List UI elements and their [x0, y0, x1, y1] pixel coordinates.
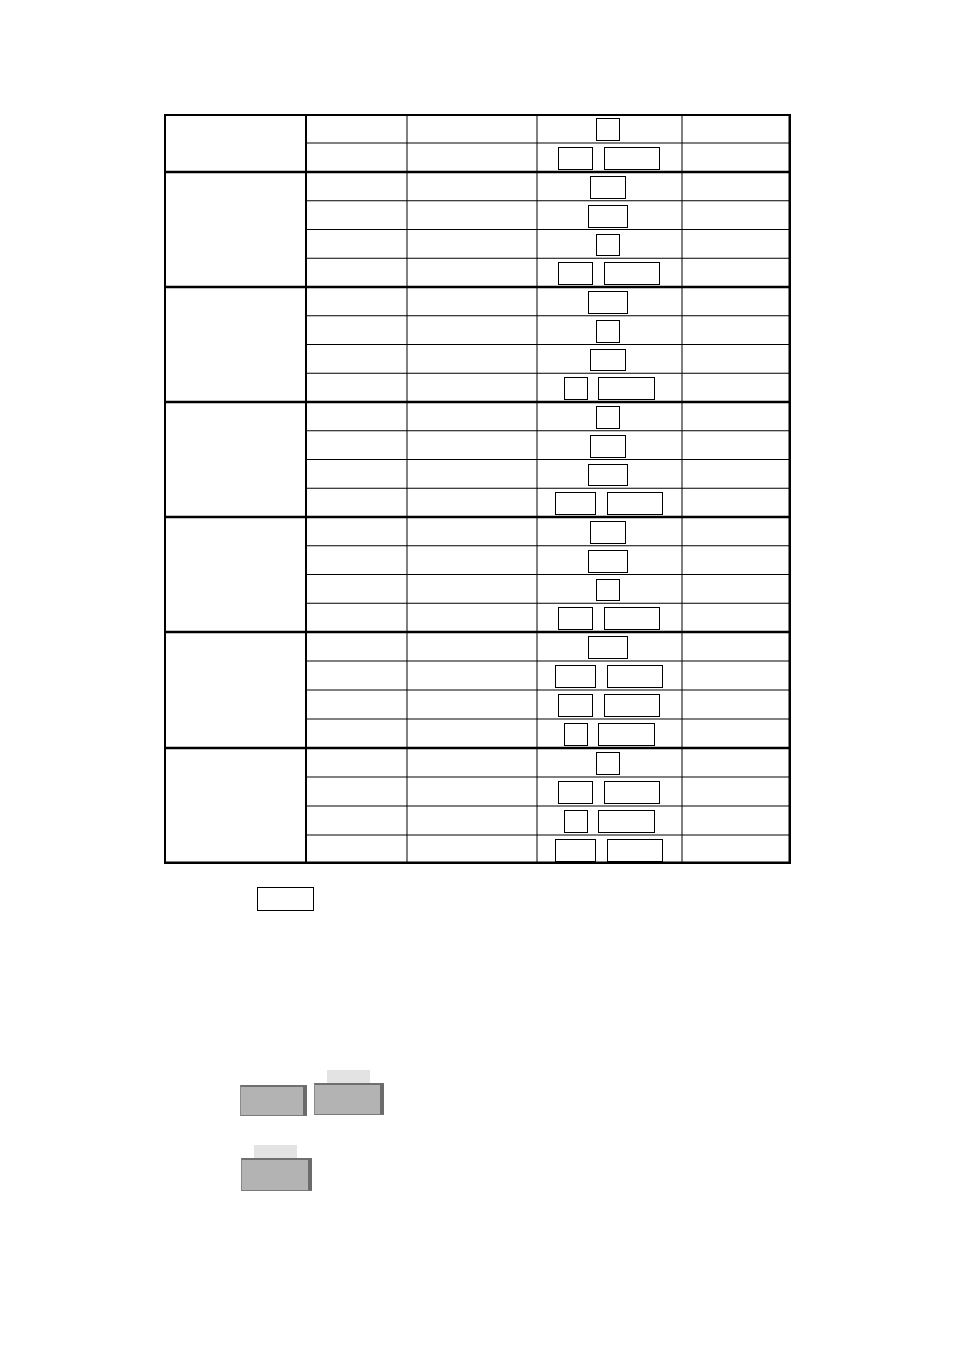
table-cell-col5 — [685, 373, 788, 401]
key-button-c[interactable] — [241, 1158, 312, 1191]
table-cell-col3 — [410, 835, 534, 863]
table-cell-col2 — [309, 373, 404, 401]
group-label — [168, 129, 302, 157]
key-box — [596, 579, 620, 602]
table-cell-col3 — [410, 402, 534, 430]
group-label — [168, 676, 302, 704]
table-cell-col2 — [309, 517, 404, 545]
key-box — [564, 723, 588, 746]
key-box — [555, 492, 596, 515]
key-box — [604, 781, 660, 804]
table-cell-col3 — [410, 287, 534, 315]
table-cell-col5 — [685, 316, 788, 344]
table-cell-col5 — [685, 661, 788, 689]
table-cell-col2 — [309, 690, 404, 718]
table-cell-col5 — [685, 460, 788, 488]
table-cell-col3 — [410, 488, 534, 516]
table-cell-col5 — [685, 488, 788, 516]
table-cell-col5 — [685, 748, 788, 776]
table-cell-col2 — [309, 575, 404, 603]
table-cell-col2 — [309, 143, 404, 171]
table-cell-col2 — [309, 835, 404, 863]
key-b-tab — [327, 1070, 370, 1083]
table-cell-col5 — [685, 431, 788, 459]
table-cell-col5 — [685, 201, 788, 229]
table-cell-col3 — [410, 230, 534, 258]
table-cell-col3 — [410, 575, 534, 603]
table-cell-col5 — [685, 114, 788, 142]
key-box — [558, 262, 593, 285]
table-cell-col5 — [685, 690, 788, 718]
key-box — [558, 781, 593, 804]
table-cell-col3 — [410, 460, 534, 488]
table-cell-col2 — [309, 777, 404, 805]
group-label — [168, 792, 302, 820]
key-box — [596, 752, 620, 775]
table-cell-col5 — [685, 402, 788, 430]
table-cell-col3 — [410, 632, 534, 660]
table-cell-col3 — [410, 777, 534, 805]
key-box — [607, 665, 663, 688]
key-box — [588, 550, 628, 573]
key-box — [607, 839, 663, 862]
table-cell-col5 — [685, 777, 788, 805]
table-cell-col3 — [410, 690, 534, 718]
table-cell-col3 — [410, 806, 534, 834]
key-function-table — [164, 114, 791, 864]
key-box — [596, 234, 620, 257]
key-box — [558, 607, 593, 630]
table-cell-col2 — [309, 460, 404, 488]
table-cell-col5 — [685, 287, 788, 315]
table-cell-col2 — [309, 748, 404, 776]
table-cell-col5 — [685, 172, 788, 200]
key-box — [596, 118, 620, 141]
key-box — [598, 377, 655, 400]
table-cell-col2 — [309, 258, 404, 286]
table-cell-col3 — [410, 517, 534, 545]
legend-key-box — [257, 887, 314, 911]
table-cell-col3 — [410, 172, 534, 200]
table-cell-col2 — [309, 603, 404, 631]
key-box — [596, 406, 620, 429]
key-box — [596, 320, 620, 343]
key-box — [604, 262, 660, 285]
table-cell-col3 — [410, 748, 534, 776]
table-cell-col3 — [410, 661, 534, 689]
key-box — [607, 492, 663, 515]
table-cell-col2 — [309, 287, 404, 315]
table-cell-col2 — [309, 114, 404, 142]
table-cell-col2 — [309, 806, 404, 834]
table-cell-col2 — [309, 632, 404, 660]
table-cell-col2 — [309, 201, 404, 229]
group-label — [168, 216, 302, 244]
key-button-a[interactable] — [240, 1085, 307, 1116]
table-cell-col5 — [685, 258, 788, 286]
key-box — [555, 839, 596, 862]
key-box — [588, 291, 628, 314]
key-box — [588, 636, 628, 659]
table-cell-col5 — [685, 719, 788, 747]
table-cell-col3 — [410, 719, 534, 747]
table-cell-col2 — [309, 546, 404, 574]
key-box — [590, 521, 626, 544]
table-cell-col2 — [309, 431, 404, 459]
table-cell-col2 — [309, 402, 404, 430]
table-cell-col5 — [685, 603, 788, 631]
table-cell-col5 — [685, 230, 788, 258]
key-box — [558, 694, 593, 717]
table-cell-col3 — [410, 431, 534, 459]
table-cell-col5 — [685, 632, 788, 660]
key-box — [564, 810, 588, 833]
table-cell-col2 — [309, 172, 404, 200]
table-cell-col2 — [309, 316, 404, 344]
table-cell-col3 — [410, 143, 534, 171]
table-cell-col2 — [309, 719, 404, 747]
table-cell-col2 — [309, 230, 404, 258]
key-box — [604, 607, 660, 630]
table-cell-col3 — [410, 373, 534, 401]
key-box — [558, 147, 593, 170]
key-box — [590, 435, 626, 458]
table-cell-col5 — [685, 517, 788, 545]
table-cell-col2 — [309, 345, 404, 373]
key-box — [564, 377, 588, 400]
key-box — [588, 464, 628, 487]
key-button-b[interactable] — [314, 1083, 384, 1115]
table-cell-col3 — [410, 258, 534, 286]
group-label — [168, 446, 302, 474]
key-box — [604, 147, 660, 170]
key-box — [555, 665, 596, 688]
table-cell-col5 — [685, 806, 788, 834]
table-cell-col2 — [309, 661, 404, 689]
table-cell-col3 — [410, 114, 534, 142]
key-box — [598, 723, 655, 746]
key-box — [598, 810, 655, 833]
key-box — [588, 205, 628, 228]
table-cell-col5 — [685, 345, 788, 373]
table-cell-col3 — [410, 546, 534, 574]
table-cell-col3 — [410, 316, 534, 344]
key-box — [604, 694, 660, 717]
key-c-tab — [254, 1145, 297, 1158]
group-label — [168, 561, 302, 589]
table-cell-col2 — [309, 488, 404, 516]
table-cell-col5 — [685, 835, 788, 863]
key-box — [590, 349, 626, 372]
key-box — [590, 176, 626, 199]
group-label — [168, 331, 302, 359]
table-cell-col5 — [685, 575, 788, 603]
table-cell-col5 — [685, 143, 788, 171]
table-cell-col3 — [410, 603, 534, 631]
table-cell-col3 — [410, 345, 534, 373]
table-cell-col5 — [685, 546, 788, 574]
table-cell-col3 — [410, 201, 534, 229]
